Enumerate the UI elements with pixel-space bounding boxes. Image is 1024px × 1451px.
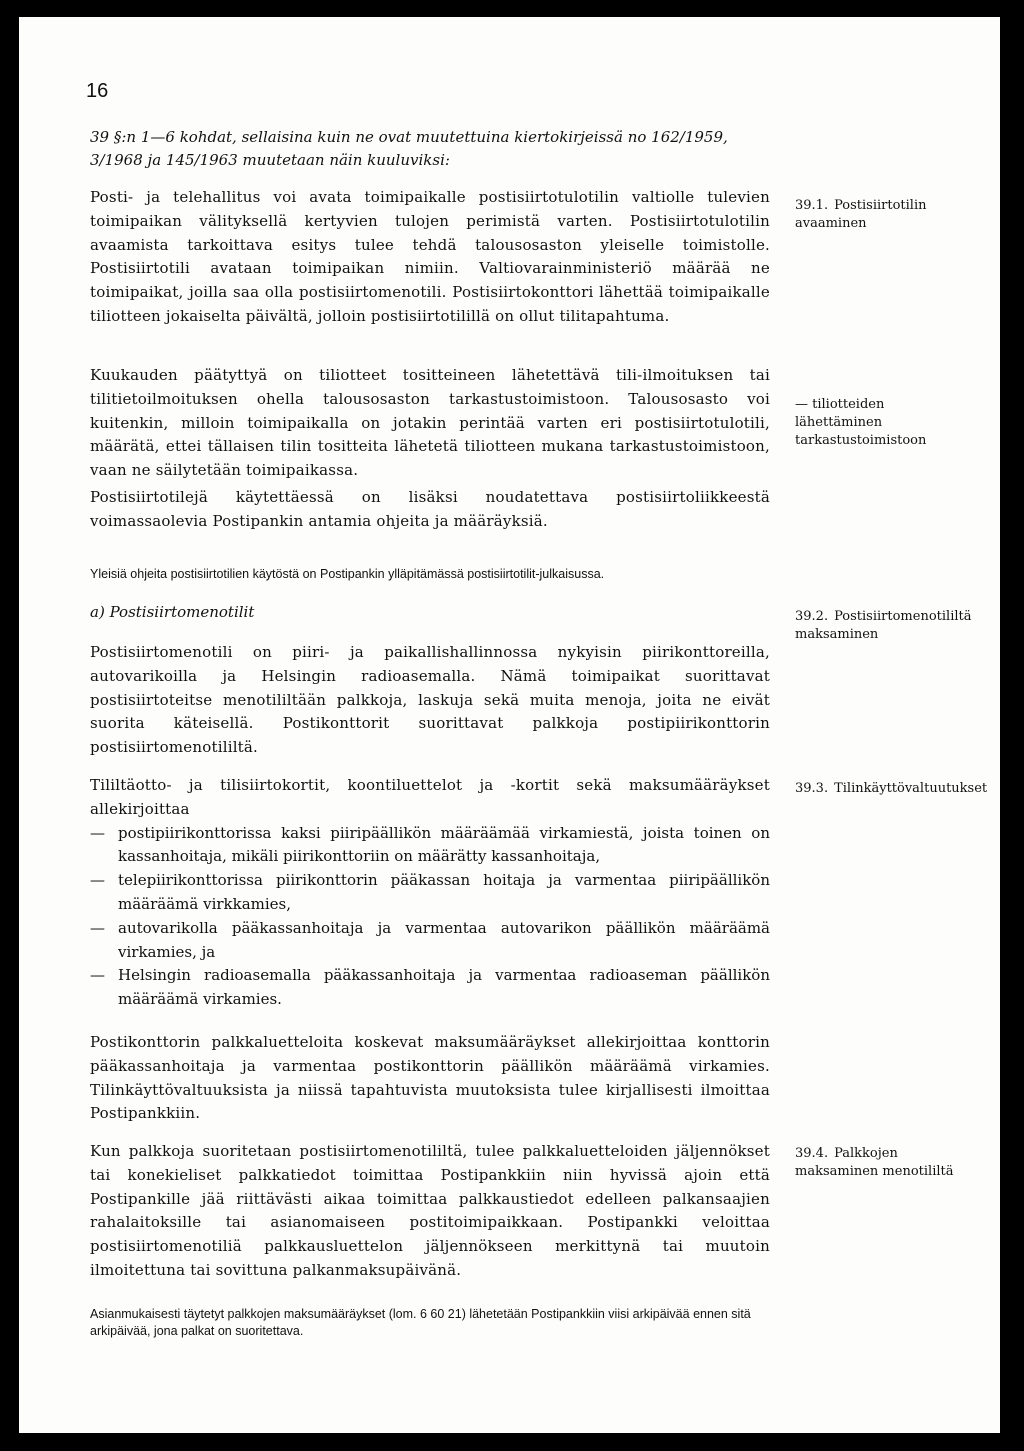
section-39-2 [90,641,770,760]
section-39-3-p2 [90,1031,770,1126]
marginal-number: 39.4. [795,1146,829,1161]
signatory-list [90,822,770,1012]
list-item: — Helsingin radioasemalla pääkassanhoitaja ja varmentaa radioaseman päällikön määräämä virkamies. [90,964,770,1012]
marginal-39-1 [795,197,980,233]
note-39-4: Asianmukaisesti täytetyt palkkojen maksumääräykset (lom. 6 60 21) lähetetään Postipankkiin viisi arkipäivää ennen sitä arkipäivää, jona palkat on suoritettava. [90,1307,751,1338]
marginal-number: 39.3. [795,781,829,796]
paragraph: Kuukauden päätyttyä on tiliotteet tositteineen lähetettävä tili-ilmoituksen tai tilitietoilmoituksen ohella talousosaston tarkastustoimistoon. Talousosasto voi kuitenkin, milloin toimipaikalla on jotakin perintää varten eri postisiirtotulotili, määrätä, ettei tällaisen tilin tositteita lähetetä tiliotteen mukana tarkastustoimistoon, vaan ne säilytetään toimipaikassa. [90,366,770,480]
section-39-1 [90,186,770,329]
marginal-tiliotteet: — tiliotteiden lähettäminen tarkastustoimistoon [795,397,927,448]
marginal-number: 39.1. [795,198,829,213]
section-39-3 [90,774,770,1012]
list-item: — telepiirikonttorissa piirikonttorin pääkassan hoitaja ja varmentaa piiripäällikön määräämä virkkamies, [90,869,770,917]
section-39-1-p3 [90,486,770,534]
section-39-4-text: Kun palkkoja suoritetaan postisiirtomenotililtä, tulee palkkaluetteloiden jäljennökset tai konekieliset palkkatiedot toimittaa Postipankkiin niin hyvissä ajoin että Postipankille jää riittävästi aikaa toimittaa palkkaustiedot edelleen palkansaajien rahalaitoksille tai asianomaiseen postitoimipaikkaan. Postipankki veloittaa postisiirtomenotiliä palkkausluettelon jäljennökseen merkittynä tai muutoin ilmoitettuna tai sovittuna palkanmaksupäivänä. [90,1142,770,1279]
subheading-a: a) Postisiirtomenotilit [90,603,255,621]
section-39-4 [90,1140,770,1283]
marginal-title: Palkkojen maksaminen menotililtä [795,1146,954,1179]
section-39-2-text: Postisiirtomenotili on piiri- ja paikallishallinnossa nykyisin piirikonttoreilla, autovarikoilla ja Helsingin radioasemalla. Nämä toimipaikat suorittavat postisiirtoteitse menotililtään palkkoja, laskuja sekä muita menoja, joita ne eivät suorita käteisellä. Postikonttorit suorittavat palkkoja postipiirikonttorin postisiirtomenotililtä. [90,643,770,757]
marginal-39-3 [795,780,988,798]
list-item: — postipiirikonttorissa kaksi piiripäällikön määräämää virkamiestä, joista toinen on kassanhoitaja, mikäli piirikonttoriin on määrätty kassanhoitaja, [90,822,770,870]
marginal-number: 39.2. [795,609,829,624]
marginal-title: Tilinkäyttövaltuutukset [834,781,988,796]
marginal-39-2 [795,608,972,644]
list-item: — autovarikolla pääkassanhoitaja ja varmentaa autovarikon päällikön määräämä virkamies, ja [90,917,770,965]
marginal-39-4 [795,1145,955,1181]
page-number: 16 [86,80,109,102]
section-39-1-text: Posti- ja telehallitus voi avata toimipaikalle postisiirtotulotilin valtiolle tulevien toimipaikan välityksellä kertyvien tulojen perimistä varten. Postisiirtotulotilin avaamista tarkoittava esitys tulee tehdä talousosaston yleiselle toimistolle. Postisiirtotili avataan toimipaikan nimiin. Valtiovarainministeriö määrää ne toimipaikat, joilla saa olla postisiirtomenotili. Postisiirtokonttori lähettää toimipaikalle tiliotteen jokaiselta päivältä, jolloin postisiirtotilillä on ollut tilitapahtuma. [90,188,770,325]
section-39-3-lead: Tililtäotto- ja tilisiirtokortit, koontiluettelot ja -kortit sekä maksumääräykset allekirjoittaa [90,776,770,818]
marginal-title: Postisiirtotilin avaaminen [795,198,927,231]
section-39-1-p2 [90,364,770,483]
marginal-title: Postisiirtomenotililtä maksaminen [795,609,972,642]
note-39-1: Yleisiä ohjeita postisiirtotilien käytöstä on Postipankin ylläpitämässä postisiirtotilit-julkaisussa. [90,567,605,581]
paragraph: Postisiirtotilejä käytettäessä on lisäksi noudatettava postisiirtoliikkeestä voimassaolevia Postipankin antamia ohjeita ja määräyksiä. [90,488,770,530]
paragraph: Postikonttorin palkkaluetteloita koskevat maksumääräykset allekirjoittaa konttorin pääkassanhoitaja ja varmentaa postikonttorin päällikön määräämä virkamies. Tilinkäyttövaltuuksista ja niissä tapahtuvista muutoksista tulee kirjallisesti ilmoittaa Postipankkiin. [90,1033,770,1123]
intro-paragraph: 39 §:n 1—6 kohdat, sellaisina kuin ne ovat muutettuina kiertokirjeissä no 162/1959, 3/1968 ja 145/1963 muutetaan näin kuuluviksi: [90,128,728,169]
